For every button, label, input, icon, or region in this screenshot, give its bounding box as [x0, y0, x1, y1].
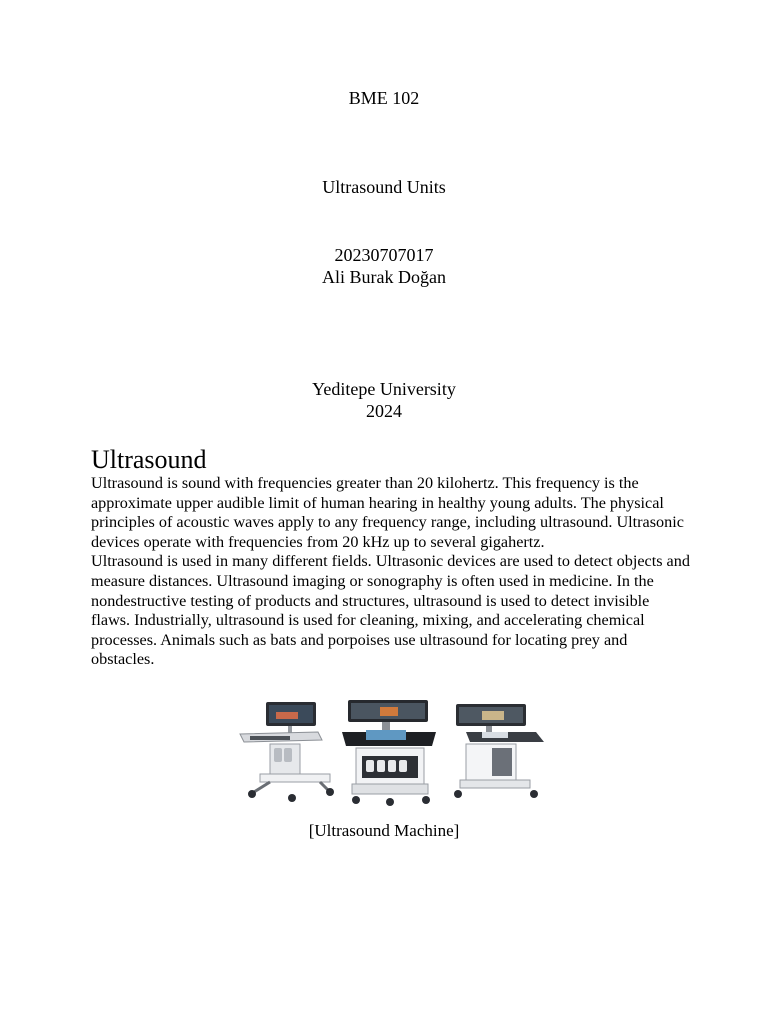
ultrasound-machine-1	[240, 702, 334, 802]
figure-caption: [Ultrasound Machine]	[308, 821, 460, 840]
paragraph-1: Ultrasound is sound with frequencies greater than 20 kilohertz. This frequency is the approximate upper audible limit of human hearing in healthy young adults. The physical principles of acoustic waves apply to any frequency range, including ultrasound. Ultrasonic devices operate with frequencies from 20 kHz up to several gigahertz.	[91, 474, 684, 551]
paragraph-2: Ultrasound is used in many different fields. Ultrasonic devices are used to detect objects and measure distances. Ultrasound imaging or sonography is often used in medicine. In the nondestructive testing of products and structures, ultrasound is used to detect invisible flaws. Industrially, ultrasound is used for cleaning, mixing, and accelerating chemical processes. Animals such as bats and porpoises use ultrasound for locating prey and obstacles.	[91, 552, 690, 669]
student-id: 20230707017	[334, 245, 434, 265]
university-name: Yeditepe University	[312, 379, 456, 399]
section-body	[91, 474, 691, 670]
document-title: Ultrasound Units	[322, 177, 446, 197]
year: 2024	[366, 401, 402, 421]
course-code: BME 102	[348, 88, 420, 108]
section-heading: Ultrasound	[91, 445, 207, 474]
ultrasound-machines-image	[230, 700, 550, 812]
ultrasound-machine-2	[342, 700, 436, 806]
student-name: Ali Burak Doğan	[322, 267, 446, 287]
ultrasound-machine-3	[454, 704, 544, 798]
